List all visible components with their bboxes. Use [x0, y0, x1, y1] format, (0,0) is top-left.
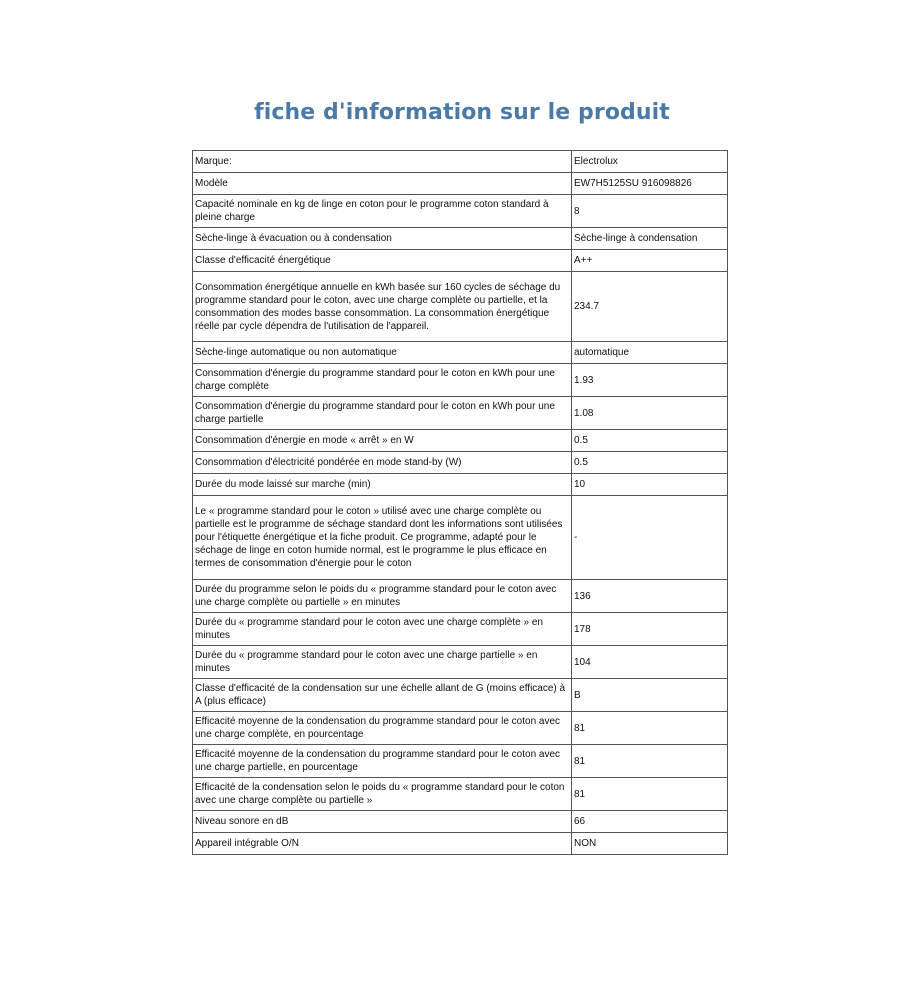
table-row	[193, 811, 728, 833]
table-row	[193, 173, 728, 195]
row-label: Sèche-linge à évacuation ou à condensation	[193, 228, 572, 250]
row-value: 66	[572, 811, 728, 833]
row-value: Electrolux	[572, 151, 728, 173]
row-value: 1.08	[572, 397, 728, 430]
row-value: Sèche-linge à condensation	[572, 228, 728, 250]
row-value: 10	[572, 474, 728, 496]
row-label: Modèle	[193, 173, 572, 195]
row-label: Efficacité moyenne de la condensation du programme standard pour le coton avec une charge partielle, en pourcentage	[193, 745, 572, 778]
row-label: Durée du mode laissé sur marche (min)	[193, 474, 572, 496]
row-label: Niveau sonore en dB	[193, 811, 572, 833]
table-row	[193, 430, 728, 452]
row-label: Consommation énergétique annuelle en kWh basée sur 160 cycles de séchage du programme standard pour le coton, avec une charge complète ou partielle, et la consommation des modes basse consommation. La consommation énergétique réelle par cycle dépendra de l'utilisation de l'appareil.	[193, 272, 572, 342]
table-row	[193, 745, 728, 778]
row-label: Durée du « programme standard pour le coton avec une charge partielle » en minutes	[193, 646, 572, 679]
row-label: Consommation d'énergie du programme standard pour le coton en kWh pour une charge complète	[193, 364, 572, 397]
table-row	[193, 474, 728, 496]
row-label: Efficacité de la condensation selon le poids du « programme standard pour le coton avec une charge complète ou partielle »	[193, 778, 572, 811]
row-value: 0.5	[572, 452, 728, 474]
row-label: Appareil intégrable O/N	[193, 833, 572, 855]
row-value: B	[572, 679, 728, 712]
row-label: Durée du programme selon le poids du « programme standard pour le coton avec une charge complète ou partielle » en minutes	[193, 580, 572, 613]
row-label: Classe d'efficacité de la condensation sur une échelle allant de G (moins efficace) à A (plus efficace)	[193, 679, 572, 712]
row-value: 0.5	[572, 430, 728, 452]
row-value: 234.7	[572, 272, 728, 342]
table-row	[193, 364, 728, 397]
row-value: automatique	[572, 342, 728, 364]
table-row	[193, 397, 728, 430]
row-value: 8	[572, 195, 728, 228]
row-value: 136	[572, 580, 728, 613]
table-row	[193, 833, 728, 855]
table-row	[193, 712, 728, 745]
row-value: 1.93	[572, 364, 728, 397]
row-value: 81	[572, 745, 728, 778]
table-row	[193, 452, 728, 474]
table-row	[193, 778, 728, 811]
row-value: 104	[572, 646, 728, 679]
table-row	[193, 151, 728, 173]
row-value: NON	[572, 833, 728, 855]
table-row	[193, 272, 728, 342]
product-info-table	[192, 150, 728, 855]
table-row	[193, 580, 728, 613]
row-value: -	[572, 496, 728, 580]
row-label: Classe d'efficacité énergétique	[193, 250, 572, 272]
page-title: fiche d'information sur le produit	[254, 100, 670, 125]
row-label: Consommation d'électricité pondérée en mode stand-by (W)	[193, 452, 572, 474]
table-row	[193, 646, 728, 679]
product-info-table-body	[193, 151, 728, 855]
table-row	[193, 228, 728, 250]
table-row	[193, 342, 728, 364]
row-label: Efficacité moyenne de la condensation du programme standard pour le coton avec une charge complète, en pourcentage	[193, 712, 572, 745]
table-row	[193, 496, 728, 580]
row-value: A++	[572, 250, 728, 272]
row-label: Consommation d'énergie du programme standard pour le coton en kWh pour une charge partielle	[193, 397, 572, 430]
table-row	[193, 613, 728, 646]
row-value: 178	[572, 613, 728, 646]
table-row	[193, 250, 728, 272]
table-row	[193, 679, 728, 712]
table-row	[193, 195, 728, 228]
row-label: Marque:	[193, 151, 572, 173]
row-value: EW7H5125SU 916098826	[572, 173, 728, 195]
row-value: 81	[572, 778, 728, 811]
row-label: Consommation d'énergie en mode « arrêt » en W	[193, 430, 572, 452]
row-label: Durée du « programme standard pour le coton avec une charge complète » en minutes	[193, 613, 572, 646]
row-label: Sèche-linge automatique ou non automatique	[193, 342, 572, 364]
row-label: Le « programme standard pour le coton » utilisé avec une charge complète ou partielle est le programme de séchage standard dont les informations sont utilisées pour l'étiquette énergétique et la fiche produit. Ce programme, adapté pour le séchage de linge en coton humide normal, est le programme le plus efficace en termes de consommation d'énergie pour le coton	[193, 496, 572, 580]
row-value: 81	[572, 712, 728, 745]
row-label: Capacité nominale en kg de linge en coton pour le programme coton standard à pleine charge	[193, 195, 572, 228]
